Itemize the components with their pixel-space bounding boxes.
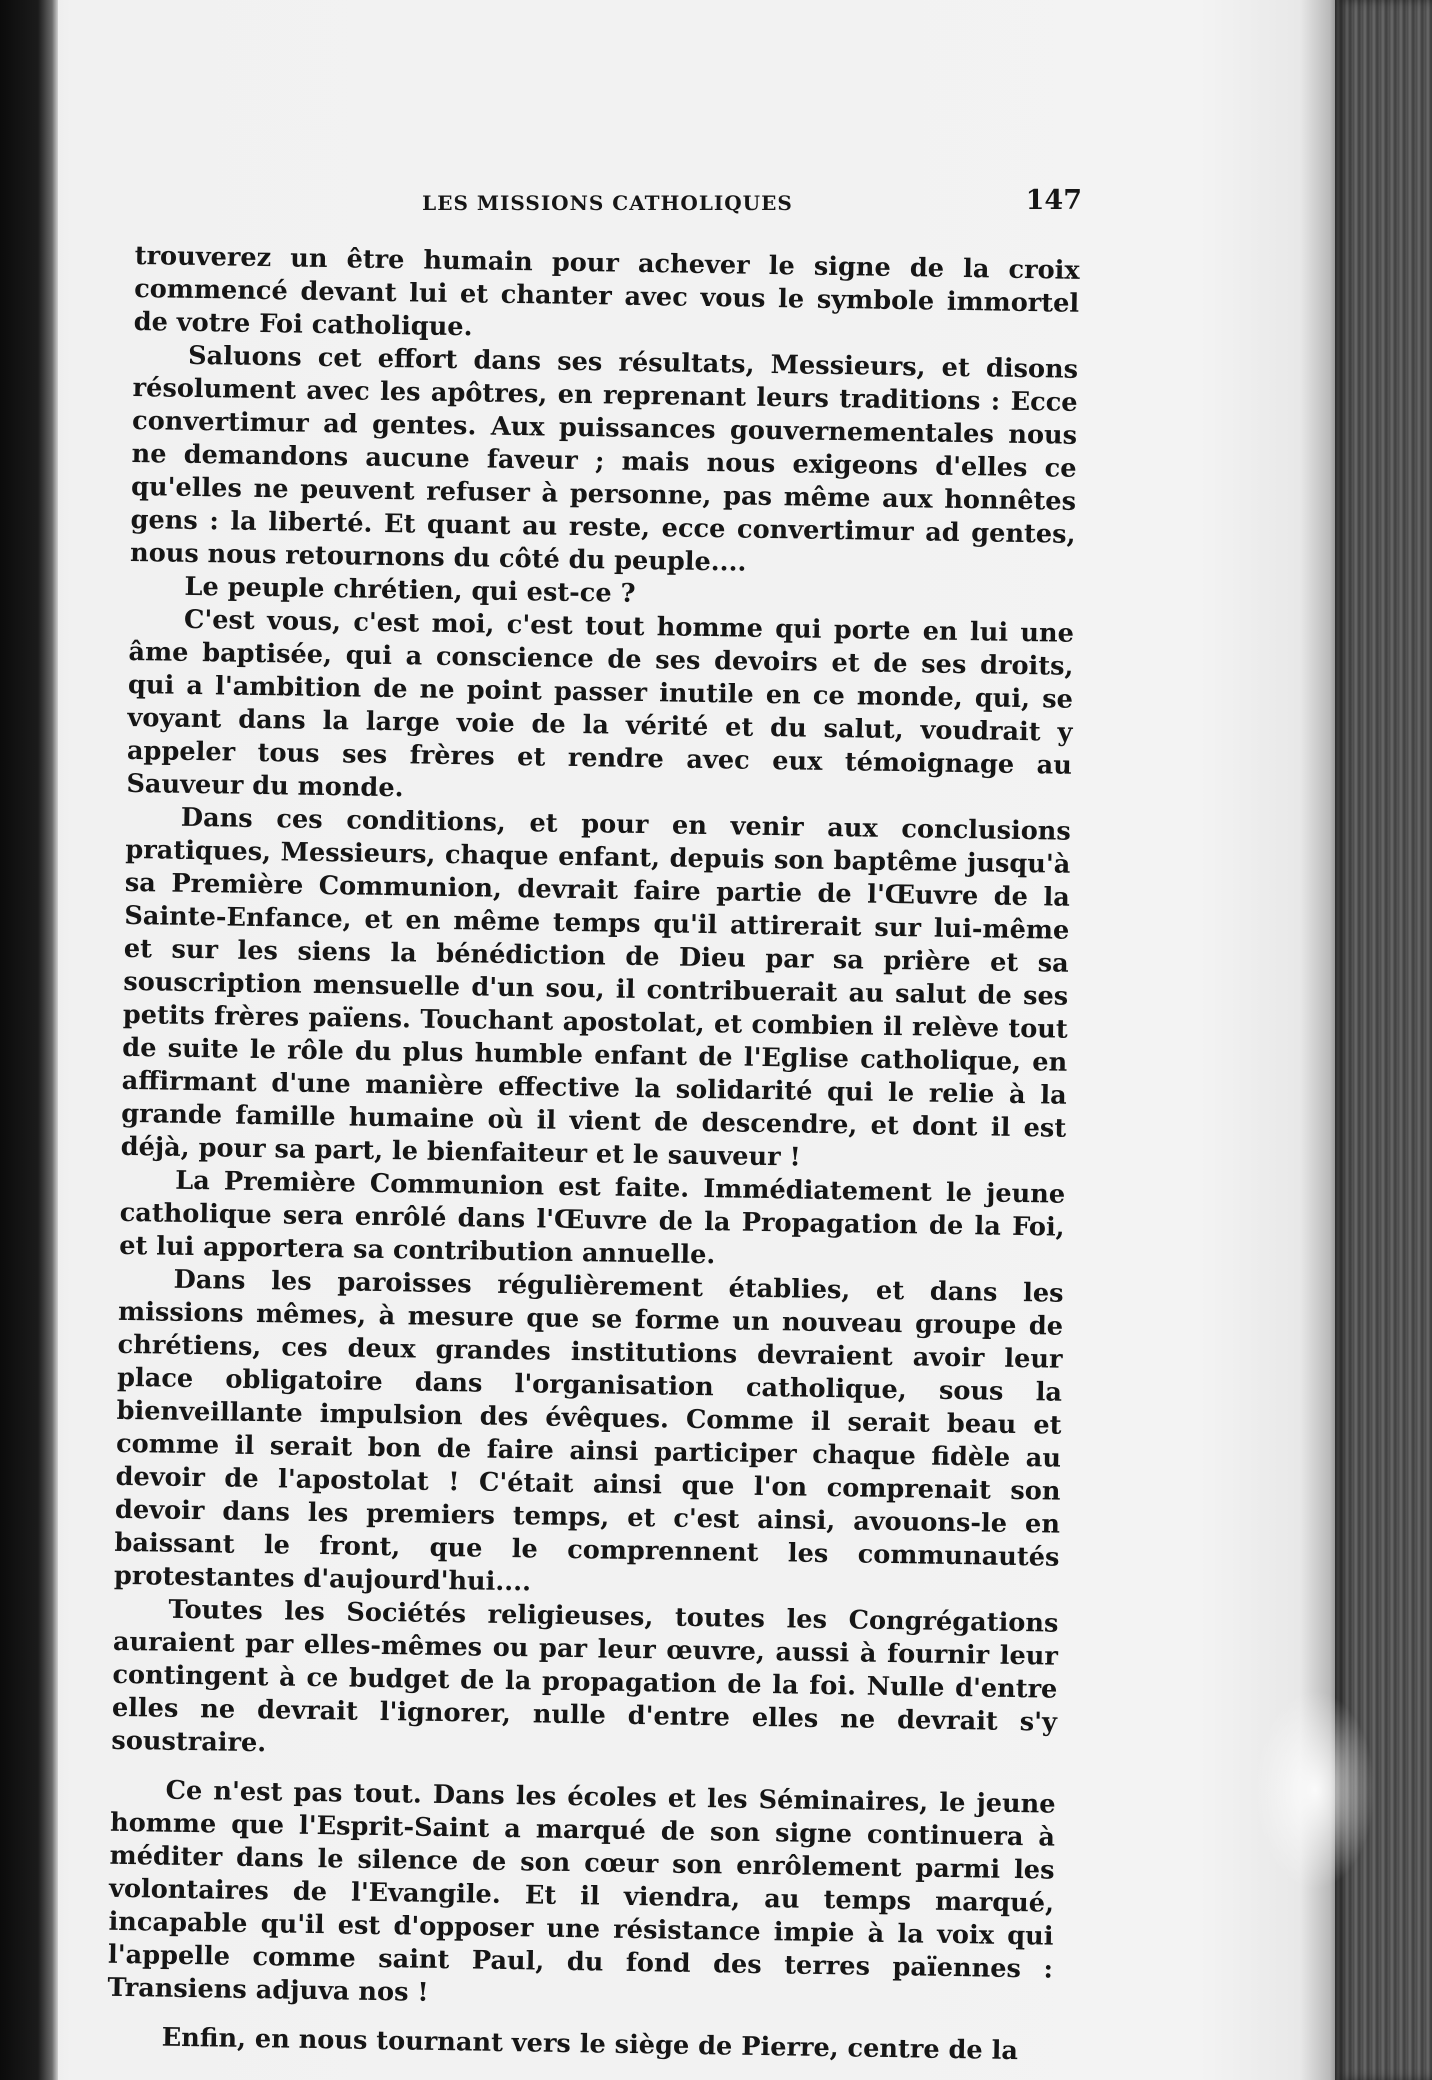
- paragraph: Dans ces conditions, et pour en venir aux conclusions pratiques, Messieurs, chaque enfant, depuis son baptême jusqu'à sa Première Communion, devrait faire partie de l'Œuvre de la Sainte-Enfance, et en même temps qu'il attirerait sur lui-même et sur les siens la bénédiction de Dieu par sa prière et sa souscription mensuelle d'un sou, il contribuerait au salut de ses petits frères païens. Touchant apostolat, et combien il relève tout de suite le rôle du plus humble enfant de l'Eglise catholique, en affirmant d'une manière effective la solidarité qui le relie à la grande famille humaine où il vient de descendre, et dont il est déjà, pour sa part, le bienfaiteur et le sauveur !: [120, 802, 1072, 1173]
- running-head: [135, 185, 1080, 225]
- running-title: LES MISSIONS CATHOLIQUES: [422, 191, 793, 215]
- body-text: [107, 240, 1080, 2069]
- paragraph: Le peuple chrétien, qui est-ce ?: [184, 571, 636, 609]
- paragraph: La Première Communion est faite. Immédiatement le jeune catholique sera enrôlé dans l'Œuvre de la Propagation de la Foi, et lui apportera sa contribution annuelle.: [118, 1165, 1066, 1271]
- paragraph: C'est vous, c'est moi, c'est tout homme qui porte en lui une âme baptisée, qui a conscience de ses devoirs et de ses droits, qui a l'ambition de ne point passer inutile en ce monde, qui, se voyant dans la large voie de la vérité et du salut, voudrait y appeler tous ses frères et rendre avec eux témoignage au Sauveur du monde.: [126, 604, 1075, 804]
- paragraph: Saluons cet effort dans ses résultats, Messieurs, et disons résolument avec les apôtres, en reprenant leurs traditions : Ecce convertimur ad gentes. Aux puissances gouvernementales nous ne demandons aucune faveur ; mais nous exigeons d'elles ce qu'elles ne peuvent refuser à personne, pas même aux honnêtes gens : la liberté. Et quant au reste, ecce convertimur ad gentes, nous nous retournons du côté du peuple....: [129, 340, 1079, 578]
- paragraph: Dans les paroisses régulièrement établies, et dans les missions mêmes, à mesure que se forme un nouveau groupe de chrétiens, ces deux grandes institutions devraient avoir leur place obligatoire dans l'organisation catholique, sous la bienveillante impulsion des évêques. Comme il serait beau et comme il serait bon de faire ainsi participer chaque fidèle au devoir de l'apostolat ! C'était ainsi que l'on comprenait son devoir dans les premiers temps, et c'est ainsi, avouons-le en baissant le front, que le comprennent les communautés protestantes d'aujourd'hui....: [113, 1264, 1064, 1598]
- book-page: [107, 185, 1082, 2067]
- paragraph: Toutes les Sociétés religieuses, toutes les Congrégations auraient par elles-mêmes ou par leur œuvre, aussi à fournir leur contingent à ce budget de la propagation de la foi. Nulle d'entre elles ne devrait l'ignorer, nulle d'entre elles ne devrait s'y soustraire.: [111, 1594, 1059, 1759]
- page-number: 147: [1025, 185, 1082, 216]
- paragraph: Enfin, en nous tournant vers le siège de Pierre, centre de la: [161, 2022, 1019, 2067]
- paragraph: Ce n'est pas tout. Dans les écoles et les Séminaires, le jeune homme que l'Esprit-Saint a marqué de son signe continuera à méditer dans le silence de son cœur son enrôlement parmi les volontaires de l'Evangile. Et il viendra, au temps marqué, incapable qu'il est d'opposer une résistance impie à la voix qui l'appelle comme saint Paul, du fond des terres païennes : Transiens adjuva nos !: [107, 1775, 1056, 2008]
- binding-edge: [0, 0, 58, 2080]
- paragraph: trouverez un être humain pour achever le signe de la croix commencé devant lui et chanter avec vous le symbole immortel de votre Foi catholique.: [133, 240, 1080, 343]
- light-glare: [1255, 1690, 1375, 1890]
